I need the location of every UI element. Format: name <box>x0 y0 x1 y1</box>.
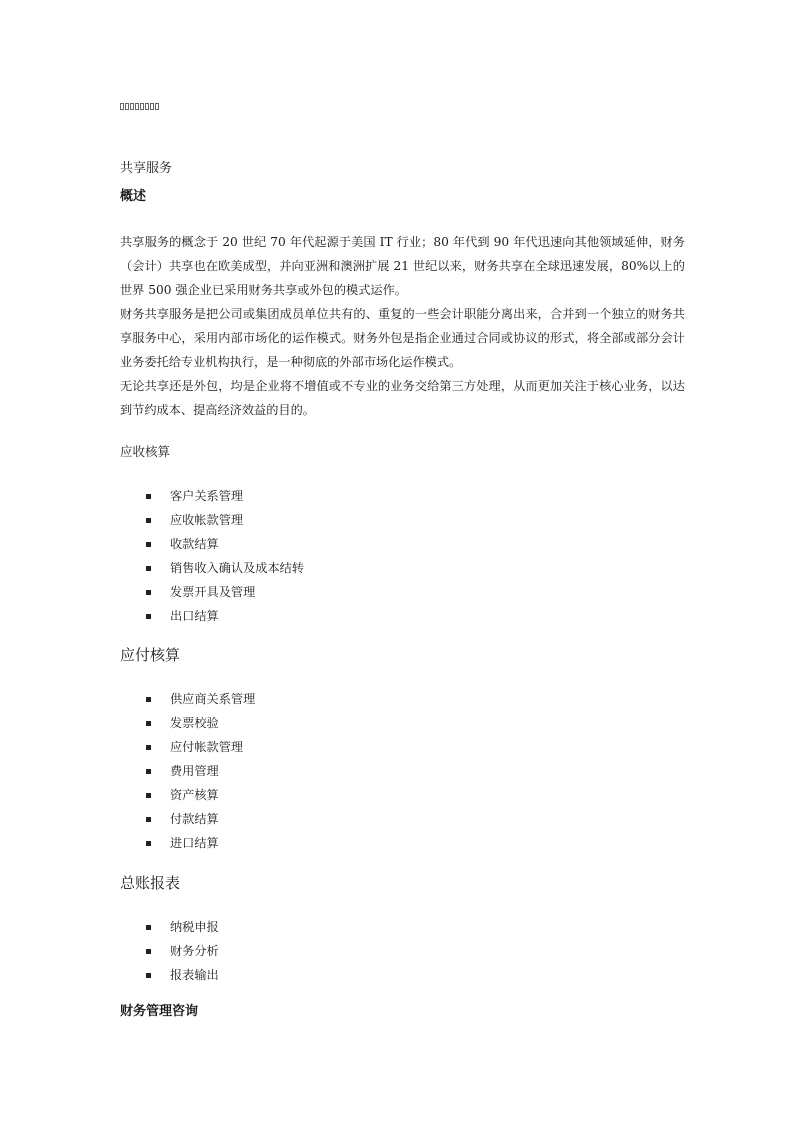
list-item <box>146 759 255 783</box>
receivables-list <box>146 484 304 628</box>
bullet-icon <box>146 769 151 774</box>
list-item-text: 出口结算 <box>170 609 219 623</box>
bullet-icon <box>146 817 151 822</box>
paragraph-history: 共享服务的概念于 20 世纪 70 年代起源于美国 IT 行业；80 年代到 90 年代迅速向其他领域延伸，财务（会计）共享也在欧美成型，并向亚洲和澳洲扩展 21 世纪以来，财务共享在全球迅速发展，80%以上的世界 500 强企业已采用财务共享或外包的模式运作。 <box>120 235 685 297</box>
header-mark-glyph <box>155 103 159 110</box>
list-item <box>146 532 304 556</box>
list-item <box>146 687 255 711</box>
list-item <box>146 484 304 508</box>
header-mark <box>120 101 164 111</box>
header-mark-glyph <box>120 103 124 110</box>
list-item-text: 资产核算 <box>170 788 219 802</box>
list-item-text: 发票开具及管理 <box>170 585 256 599</box>
paragraph-definition: 财务共享服务是把公司或集团成员单位共有的、重复的一些会计职能分离出来，合并到一个独立的财务共享服务中心，采用内部市场化的运作模式。财务外包是指企业通过合同或协议的形式，将全部或部分会计业务委托给专业机构执行，是一种彻底的外部市场化运作模式。 <box>120 307 685 369</box>
header-mark-glyph <box>150 103 154 110</box>
list-item <box>146 580 304 604</box>
header-mark-glyph <box>140 103 144 110</box>
paragraph-purpose: 无论共享还是外包，均是企业将不增值或不专业的业务交给第三方处理，从而更加关注于核心业务，以达到节约成本、提高经济效益的目的。 <box>120 379 685 417</box>
list-item-text: 纳税申报 <box>170 920 219 934</box>
list-item-text: 销售收入确认及成本结转 <box>170 561 305 575</box>
list-item <box>146 915 219 939</box>
bullet-icon <box>146 793 151 798</box>
list-item <box>146 963 219 987</box>
list-item-text: 收款结算 <box>170 537 219 551</box>
list-item-text: 发票校验 <box>170 716 219 730</box>
payables-list <box>146 687 255 855</box>
list-item <box>146 604 304 628</box>
document-title: 共享服务 <box>120 161 173 176</box>
bullet-icon <box>146 494 151 499</box>
bullet-icon <box>146 925 151 930</box>
bullet-icon <box>146 566 151 571</box>
section-heading-ledger: 总账报表 <box>120 874 181 892</box>
header-mark-glyph <box>125 103 129 110</box>
list-item <box>146 508 304 532</box>
bullet-icon <box>146 973 151 978</box>
list-item <box>146 556 304 580</box>
bullet-icon <box>146 590 151 595</box>
list-item-text: 客户关系管理 <box>170 489 244 503</box>
list-item-text: 报表输出 <box>170 968 219 982</box>
bullet-icon <box>146 841 151 846</box>
header-mark-glyph <box>130 103 134 110</box>
ledger-list <box>146 915 219 987</box>
bullet-icon <box>146 614 151 619</box>
list-item <box>146 711 255 735</box>
list-item-text: 财务分析 <box>170 944 219 958</box>
section-heading-consulting: 财务管理咨询 <box>120 1004 199 1019</box>
list-item <box>146 831 255 855</box>
list-item <box>146 939 219 963</box>
bullet-icon <box>146 518 151 523</box>
bullet-icon <box>146 721 151 726</box>
bullet-icon <box>146 949 151 954</box>
bullet-icon <box>146 745 151 750</box>
header-mark-glyph <box>135 103 139 110</box>
list-item-text: 付款结算 <box>170 812 219 826</box>
list-item <box>146 807 255 831</box>
section-heading-payables: 应付核算 <box>120 646 181 664</box>
header-mark-glyph <box>145 103 149 110</box>
list-item-text: 应收帐款管理 <box>170 513 244 527</box>
list-item-text: 应付帐款管理 <box>170 740 244 754</box>
list-item-text: 进口结算 <box>170 836 219 850</box>
list-item <box>146 783 255 807</box>
list-item <box>146 735 255 759</box>
overview-heading: 概述 <box>120 189 147 204</box>
bullet-icon <box>146 542 151 547</box>
section-heading-receivables: 应收核算 <box>120 444 171 459</box>
bullet-icon <box>146 697 151 702</box>
list-item-text: 供应商关系管理 <box>170 692 256 706</box>
list-item-text: 费用管理 <box>170 764 219 778</box>
